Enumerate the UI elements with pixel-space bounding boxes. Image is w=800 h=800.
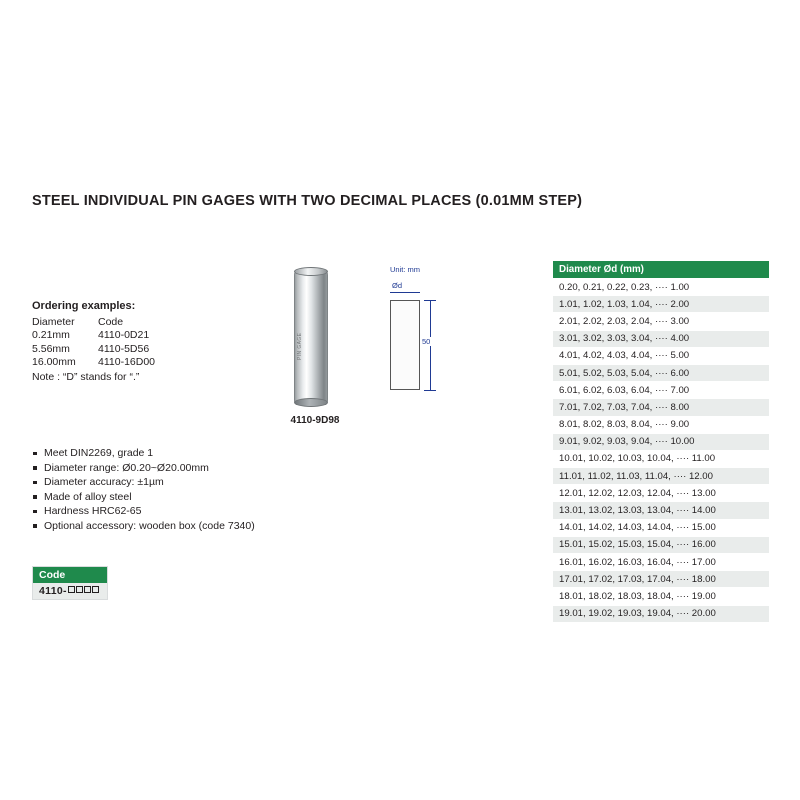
cell-diameter-range: 12.01, 12.02, 12.03, 12.04, ···· 13.00 — [553, 485, 770, 502]
table-row — [553, 313, 770, 330]
cell-code: 4110-5D56 — [98, 342, 150, 355]
diameter-symbol-label: Ød — [392, 281, 403, 290]
cell-code: 4110-0D21 — [98, 329, 150, 341]
list-item: Optional accessory: wooden box (code 7340) — [32, 519, 255, 534]
pin-outline-rect — [390, 300, 420, 390]
table-row — [553, 536, 770, 553]
pin-gage-image — [280, 265, 350, 440]
column-header-diameter: Diameter — [32, 315, 75, 328]
table-row — [32, 356, 155, 370]
cell-diameter-range: 17.01, 17.02, 17.03, 17.04, ···· 18.00 — [553, 571, 770, 588]
list-item: Diameter range: Ø0.20~Ø20.00mm — [32, 461, 255, 476]
table-row — [32, 343, 155, 357]
table-row — [553, 519, 770, 536]
cell-diameter-range: 16.01, 16.02, 16.03, 16.04, ···· 17.00 — [553, 554, 770, 571]
table-row — [553, 588, 770, 605]
diameter-table — [552, 260, 770, 623]
table-row — [32, 329, 155, 343]
cell-diameter-range: 0.20, 0.21, 0.22, 0.23, ···· 1.00 — [553, 279, 770, 296]
dimension-drawing — [380, 265, 450, 415]
table-row — [553, 450, 770, 467]
table-row — [553, 433, 770, 450]
table-row — [553, 347, 770, 364]
table-row — [553, 399, 770, 416]
pin-bottom-face — [294, 398, 328, 407]
placeholder-square-icon — [84, 586, 91, 593]
feature-list — [32, 446, 255, 534]
code-box — [32, 566, 108, 600]
table-row — [553, 605, 770, 622]
list-item: Diameter accuracy: ±1µm — [32, 475, 255, 490]
ordering-note: Note : “D” stands for “.” — [32, 370, 140, 383]
table-row — [553, 296, 770, 313]
column-header-code: Code — [98, 315, 124, 328]
horizontal-dimension-line — [390, 292, 420, 293]
code-prefix: 4110- — [39, 585, 67, 597]
cell-diameter-range: 10.01, 10.02, 10.03, 10.04, ···· 11.00 — [553, 450, 770, 467]
table-row — [553, 330, 770, 347]
table-row — [553, 382, 770, 399]
pin-top-face — [294, 267, 328, 276]
cell-diameter: 16.00mm — [32, 356, 76, 368]
table-row — [553, 485, 770, 502]
cell-diameter: 0.21mm — [32, 329, 70, 341]
list-item: Meet DIN2269, grade 1 — [32, 446, 255, 461]
dimension-tick-bottom — [424, 390, 436, 391]
cell-diameter-range: 1.01, 1.02, 1.03, 1.04, ···· 2.00 — [553, 296, 770, 313]
ordering-examples-table — [32, 316, 155, 370]
placeholder-square-icon — [76, 586, 83, 593]
cell-diameter-range: 9.01, 9.02, 9.03, 9.04, ···· 10.00 — [553, 433, 770, 450]
pin-etched-text: PIN GAGE — [297, 332, 303, 360]
list-item: Made of alloy steel — [32, 490, 255, 505]
ordering-examples-block — [32, 300, 155, 384]
table-row — [553, 468, 770, 485]
table-row — [553, 416, 770, 433]
cell-diameter-range: 5.01, 5.02, 5.03, 5.04, ···· 6.00 — [553, 364, 770, 381]
page-title: STEEL INDIVIDUAL PIN GAGES WITH TWO DECIMAL PLACES (0.01MM STEP) — [32, 193, 583, 209]
table-row — [553, 364, 770, 381]
table-row — [553, 502, 770, 519]
cell-diameter: 5.56mm — [32, 342, 70, 355]
code-box-header: Code — [33, 567, 107, 583]
cell-diameter-range: 7.01, 7.02, 7.03, 7.04, ···· 8.00 — [553, 399, 770, 416]
cell-diameter-range: 19.01, 19.02, 19.03, 19.04, ···· 20.00 — [553, 605, 770, 622]
cell-diameter-range: 3.01, 3.02, 3.03, 3.04, ···· 4.00 — [553, 330, 770, 347]
cell-diameter-range: 6.01, 6.02, 6.03, 6.04, ···· 7.00 — [553, 382, 770, 399]
table-header-row — [553, 261, 770, 279]
cell-diameter-range: 11.01, 11.02, 11.03, 11.04, ···· 12.00 — [553, 468, 770, 485]
placeholder-square-icon — [68, 586, 75, 593]
cell-diameter-range: 15.01, 15.02, 15.03, 15.04, ···· 16.00 — [553, 536, 770, 553]
cell-diameter-range: 13.01, 13.02, 13.03, 13.04, ···· 14.00 — [553, 502, 770, 519]
table-row — [553, 279, 770, 296]
column-header-diameter-od: Diameter Ød (mm) — [553, 261, 770, 279]
table-row — [553, 554, 770, 571]
ordering-examples-heading: Ordering examples: — [32, 300, 136, 312]
cell-diameter-range: 4.01, 4.02, 4.03, 4.04, ···· 5.00 — [553, 347, 770, 364]
length-dimension-label: 50 — [422, 337, 431, 346]
code-box-value — [33, 583, 107, 599]
cell-diameter-range: 2.01, 2.02, 2.03, 2.04, ···· 3.00 — [553, 313, 770, 330]
table-row — [553, 571, 770, 588]
table-row — [32, 316, 155, 330]
unit-label: Unit: mm — [390, 265, 420, 274]
cell-diameter-range: 8.01, 8.02, 8.03, 8.04, ···· 9.00 — [553, 416, 770, 433]
cell-code: 4110-16D00 — [98, 356, 156, 368]
list-item: Hardness HRC62-65 — [32, 504, 255, 519]
diameter-table-body — [553, 279, 770, 623]
cell-diameter-range: 14.01, 14.02, 14.03, 14.04, ···· 15.00 — [553, 519, 770, 536]
placeholder-square-icon — [92, 586, 99, 593]
cell-diameter-range: 18.01, 18.02, 18.03, 18.04, ···· 19.00 — [553, 588, 770, 605]
pin-image-caption: 4110-9D98 — [290, 415, 340, 426]
